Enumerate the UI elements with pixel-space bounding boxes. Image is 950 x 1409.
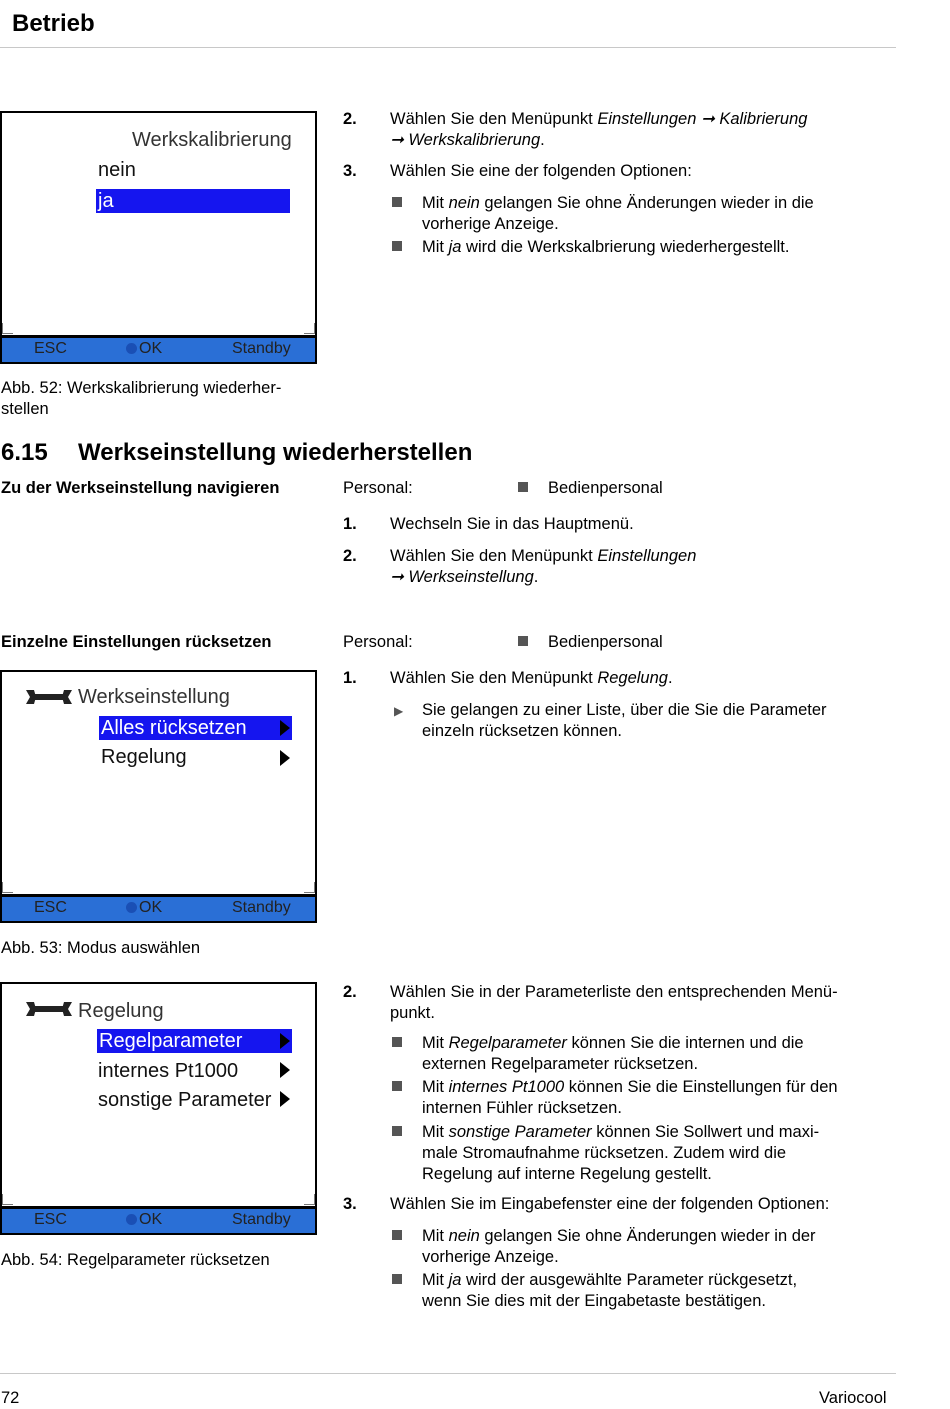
text: Mit — [422, 1034, 449, 1052]
text: Mit — [422, 1123, 449, 1141]
option-name: internes Pt1000 — [448, 1078, 565, 1096]
step-text: Wählen Sie im Eingabefenster eine der folgenden Optionen: — [390, 1195, 830, 1213]
menu-item-regelung: Regelung — [101, 746, 187, 768]
menu-path: Einstellungen — [597, 547, 697, 565]
subheading-reset: Einzelne Einstellungen rücksetzen — [1, 633, 272, 651]
bullet-square-icon — [392, 1037, 402, 1047]
text: gelangen Sie ohne Änderungen wieder in die — [479, 194, 814, 212]
softkey-bar — [2, 1206, 315, 1233]
step-text: Wählen Sie den Menüpunkt — [390, 110, 598, 128]
text: vorherige Anzeige. — [422, 1248, 559, 1266]
chevron-right-icon — [280, 750, 290, 766]
step-text: Wechseln Sie in das Hauptmenü. — [390, 515, 634, 533]
menu-item-label: Regelparameter — [99, 1030, 243, 1052]
ok-label: OK — [139, 1211, 163, 1228]
bullet-square-icon — [392, 1126, 402, 1136]
screen-corner-right — [304, 323, 315, 334]
figure-caption-52 — [1, 378, 281, 420]
step-number: 2. — [343, 547, 357, 565]
standby-softkey: Standby — [232, 899, 291, 916]
screen-corner-left — [2, 882, 13, 893]
screen-title: Werkskalibrierung — [132, 129, 292, 151]
product-name: Variocool — [819, 1389, 887, 1407]
text: einzeln rücksetzen können. — [422, 722, 622, 740]
punct: . — [533, 568, 539, 586]
step-3-text: Wählen Sie eine der folgenden Optionen: — [390, 162, 692, 180]
page-header-title: Betrieb — [12, 10, 95, 37]
ok-dot-icon — [126, 343, 137, 354]
option-nein: nein — [98, 159, 136, 181]
chevron-right-icon — [280, 1033, 290, 1049]
footer-rule — [0, 1373, 896, 1374]
softkey-bar — [2, 335, 315, 362]
option-ja-label: ja — [98, 190, 114, 212]
step-text — [390, 546, 696, 588]
text: können Sie die internen und die — [566, 1034, 804, 1052]
menu-item-sonstige-parameter: sonstige Parameter — [98, 1089, 272, 1111]
bullet-square-icon — [518, 482, 528, 492]
bullet-square-icon — [392, 197, 402, 207]
section-title: Werkseinstellung wiederherstellen — [78, 439, 473, 466]
bullet-text — [422, 1226, 816, 1268]
punct: . — [540, 131, 545, 149]
text: wird die Werkskalbrierung wiederhergestellt. — [461, 238, 790, 256]
menu-path: ➞ Werkskalibrierung — [390, 131, 541, 149]
text: externen Regelparameter rücksetzen. — [422, 1055, 699, 1073]
ok-label: OK — [139, 899, 163, 916]
esc-softkey: ESC — [34, 340, 67, 357]
step-number: 3. — [343, 1195, 357, 1213]
text: Mit — [422, 1271, 449, 1289]
bullet-text — [422, 1033, 804, 1075]
ok-label: OK — [139, 340, 163, 357]
screen-title: Regelung — [78, 1000, 164, 1022]
menu-item-label: Alles rücksetzen — [101, 717, 247, 739]
result-text — [422, 700, 827, 742]
chevron-right-icon — [280, 1091, 290, 1107]
bullet-text — [422, 1270, 797, 1312]
bullet-square-icon — [392, 241, 402, 251]
standby-softkey: Standby — [232, 340, 291, 357]
text: Regelung auf interne Regelung gestellt. — [422, 1165, 712, 1183]
ok-dot-icon — [126, 1214, 137, 1225]
step-text — [390, 668, 673, 689]
header-rule — [0, 47, 896, 48]
bullet-text — [422, 193, 902, 235]
chevron-right-icon — [280, 720, 290, 736]
text: Mit — [422, 194, 449, 212]
step-2-text — [390, 109, 890, 151]
option-name: nein — [448, 194, 480, 212]
caption-line-2: stellen — [1, 400, 49, 418]
option-name: nein — [448, 1227, 480, 1245]
figure-caption-53: Abb. 53: Modus auswählen — [1, 939, 201, 957]
section-number: 6.15 — [1, 439, 48, 466]
wrench-icon — [24, 1000, 74, 1018]
text: wenn Sie dies mit der Eingabetaste bestätigen. — [422, 1292, 766, 1310]
esc-softkey: ESC — [34, 1211, 67, 1228]
ok-dot-icon — [126, 902, 137, 913]
standby-softkey: Standby — [232, 1211, 291, 1228]
bullet-text — [422, 1077, 838, 1119]
bullet-text — [422, 1122, 819, 1185]
option-ja-selected — [96, 189, 290, 213]
option-name: Regelparameter — [448, 1034, 567, 1052]
punct: . — [667, 669, 673, 687]
softkey-bar — [2, 894, 315, 921]
text: Mit — [422, 1227, 449, 1245]
esc-softkey: ESC — [34, 899, 67, 916]
text: male Stromaufnahme rücksetzen. Zudem wird die — [422, 1144, 787, 1162]
step-number: 1. — [343, 515, 357, 533]
device-screen-werkskalibrierung — [0, 111, 317, 364]
text: gelangen Sie ohne Änderungen wieder in der — [479, 1227, 816, 1245]
bullet-square-icon — [392, 1274, 402, 1284]
ok-softkey — [126, 1211, 162, 1229]
menu-path: Einstellungen ➞ Kalibrierung — [597, 110, 808, 128]
step-text — [390, 982, 838, 1024]
step-number: 2. — [343, 983, 357, 1001]
text: punkt. — [390, 1004, 435, 1022]
text: Wählen Sie den Menüpunkt — [390, 669, 598, 687]
personal-value: Bedienpersonal — [548, 633, 663, 651]
menu-path: Regelung — [597, 669, 668, 687]
page-number: 72 — [1, 1389, 20, 1407]
subheading-navigate: Zu der Werkseinstellung navigieren — [1, 479, 280, 497]
option-name: sonstige Parameter — [448, 1123, 592, 1141]
device-screen-regelung — [0, 982, 317, 1235]
device-screen-werkseinstellung — [0, 670, 317, 923]
text: wird der ausgewählte Parameter rückgesetzt, — [461, 1271, 798, 1289]
personal-value: Bedienpersonal — [548, 479, 663, 497]
step-number: 2. — [343, 110, 357, 128]
bullet-square-icon — [518, 636, 528, 646]
screen-corner-right — [304, 1194, 315, 1205]
screen-corner-left — [2, 1194, 13, 1205]
bullet-text — [422, 237, 789, 258]
text: können Sie Sollwert und maxi- — [591, 1123, 820, 1141]
text: Wählen Sie den Menüpunkt — [390, 547, 598, 565]
text: vorherige Anzeige. — [422, 215, 559, 233]
bullet-square-icon — [392, 1081, 402, 1091]
personal-label: Personal: — [343, 633, 413, 651]
menu-path: ➞ Werkseinstellung — [390, 568, 534, 586]
chevron-right-icon — [280, 1062, 290, 1078]
result-arrow-icon: ▶ — [394, 704, 404, 718]
step-number: 3. — [343, 162, 357, 180]
ok-softkey — [126, 340, 162, 358]
screen-title: Werkseinstellung — [78, 686, 230, 708]
text: können Sie die Einstellungen für den — [564, 1078, 838, 1096]
text: Mit — [422, 1078, 449, 1096]
menu-item-internes-pt1000: internes Pt1000 — [98, 1060, 239, 1082]
menu-item-regelparameter-selected — [97, 1029, 292, 1053]
text: Sie gelangen zu einer Liste, über die Sie die Parameter — [422, 701, 827, 719]
menu-item-alles-ruecksetzen-selected — [99, 716, 292, 740]
bullet-square-icon — [392, 1230, 402, 1240]
screen-corner-right — [304, 882, 315, 893]
ok-softkey — [126, 899, 162, 917]
option-name: ja — [448, 238, 462, 256]
text: Mit — [422, 238, 449, 256]
screen-corner-left — [2, 323, 13, 334]
figure-caption-54: Abb. 54: Regelparameter rücksetzen — [1, 1251, 270, 1269]
text: Wählen Sie in der Parameterliste den entsprechenden Menü- — [390, 983, 838, 1001]
wrench-icon — [24, 688, 74, 706]
personal-label: Personal: — [343, 479, 413, 497]
caption-line-1: Abb. 52: Werkskalibrierung wiederher- — [1, 379, 282, 397]
step-number: 1. — [343, 669, 357, 687]
option-name: ja — [448, 1271, 462, 1289]
text: internen Fühler rücksetzen. — [422, 1099, 622, 1117]
